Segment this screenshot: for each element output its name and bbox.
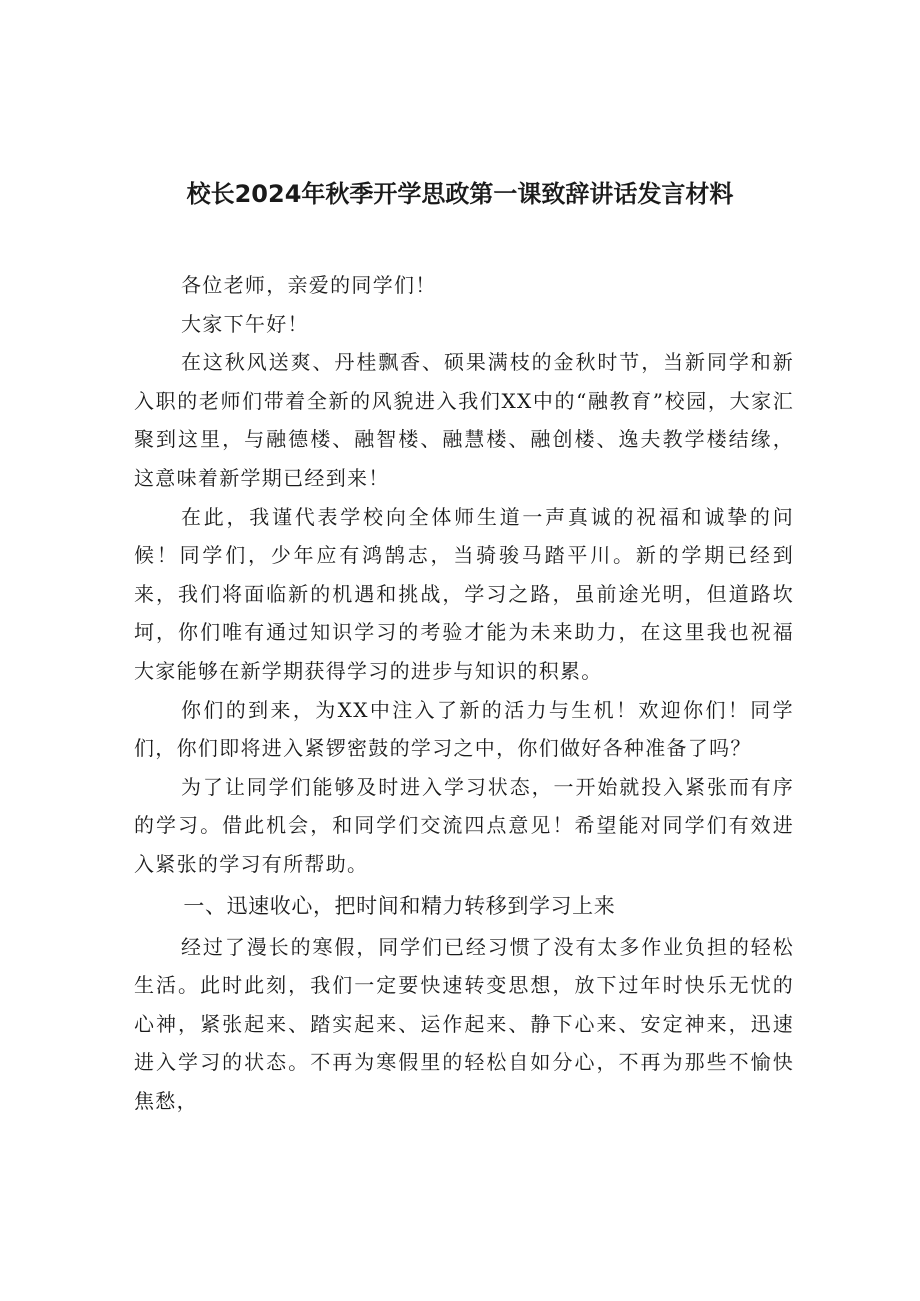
paragraph-welcome: 在此，我谨代表学校向全体师生道一声真诚的祝福和诚挚的问候！同学们，少年应有鸿鹄志，当骑骏马踏平川。新的学期已经到来，我们将面临新的机遇和挑战，学习之路，虽前途光明，但道路坎坷，你们唯有通过知识学习的考验才能为未来助力，在这里我也祝福大家能够在新学期获得学习的进步与知识的积累。: [134, 504, 794, 683]
document-title: 校长2024年秋季开学思政第一课致辞讲话发言材料: [186, 180, 734, 208]
section-paragraph: 经过了漫长的寒假，同学们已经习惯了没有太多作业负担的轻松生活。此时此刻，我们一定要快速转变思想，放下过年时快乐无忧的心神，紧张起来、踏实起来、运作起来、静下心来、安定神来，迅速进入学习的状态。不再为寒假里的轻松自如分心，不再为那些不愉快焦愁，: [134, 934, 794, 1113]
greeting: 大家下午好！: [181, 311, 309, 336]
document-body: [134, 266, 794, 1120]
paragraph-arrival: 你们的到来，为XX中注入了新的活力与生机！欢迎你们！同学们，你们即将进入紧锣密鼓的学习之中，你们做好各种准备了吗？: [134, 697, 794, 761]
salutation: 各位老师，亲爱的同学们！: [181, 273, 437, 297]
section-heading: 一、迅速收心，把时间和精力转移到学习上来: [183, 893, 616, 918]
paragraph-purpose: 为了让同学们能够及时进入学习状态，一开始就投入紧张而有序的学习。借此机会，和同学们交流四点意见！希望能对同学们有效进入紧张的学习有所帮助。: [134, 774, 794, 876]
paragraph-opening: 在这秋风送爽、丹桂飘香、硕果满枝的金秋时节，当新同学和新入职的老师们带着全新的风貌进入我们XX中的“融教育”校园，大家汇聚到这里，与融德楼、融智楼、融慧楼、融创楼、逸夫教学楼结缘，这意味着新学期已经到来！: [134, 350, 794, 490]
